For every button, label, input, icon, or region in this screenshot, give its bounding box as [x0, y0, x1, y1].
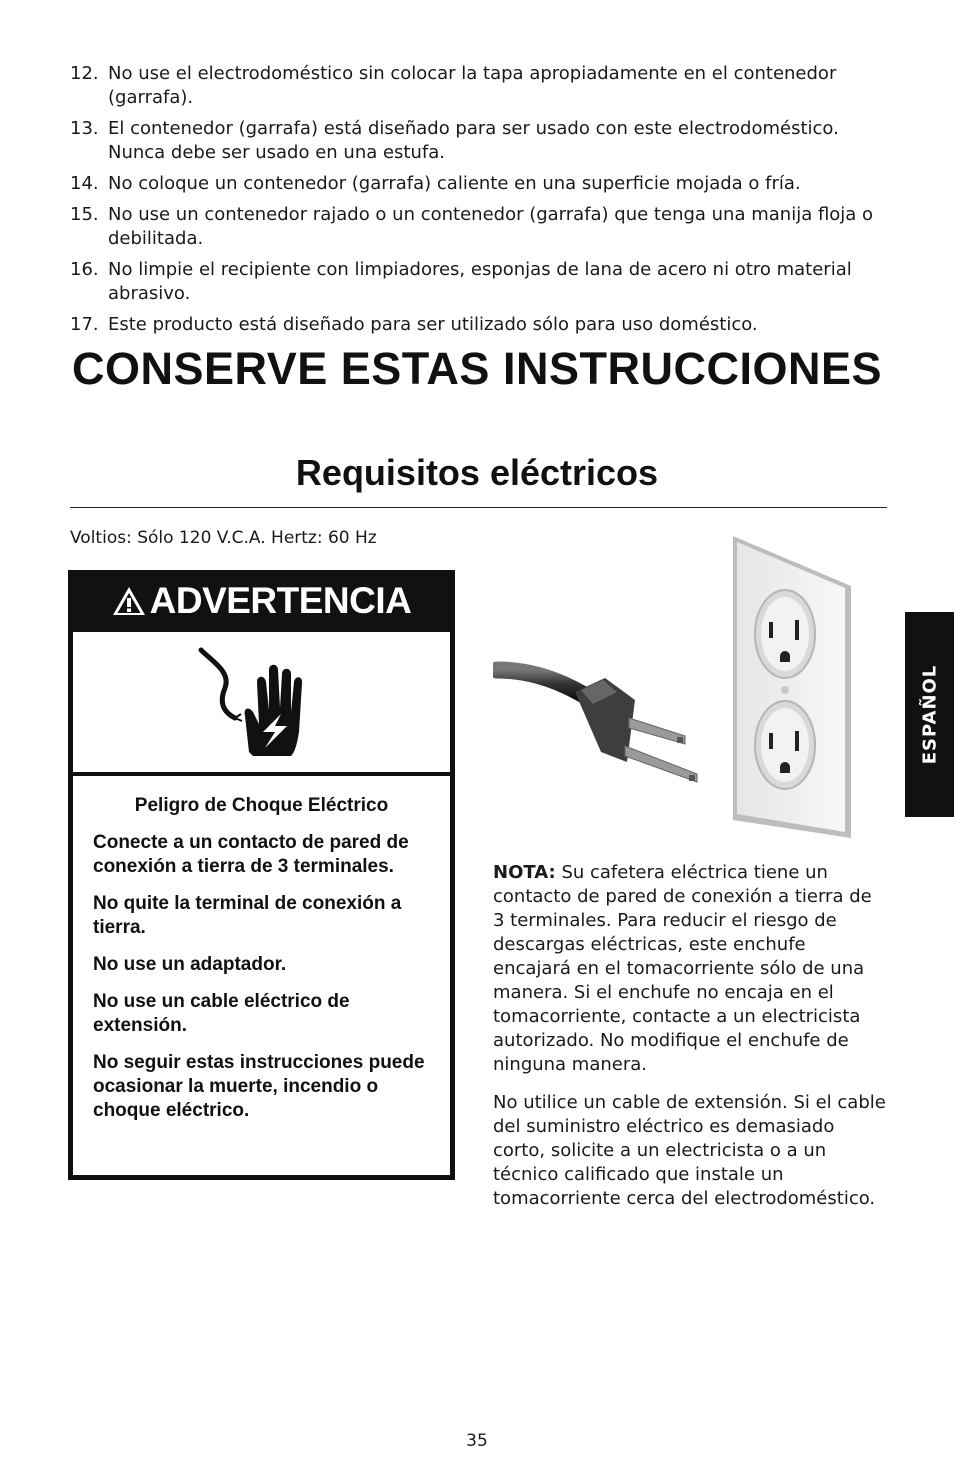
note-label: NOTA: — [493, 862, 556, 883]
warning-title: ADVERTENCIA — [149, 580, 412, 621]
warning-item: No use un adaptador. — [93, 954, 287, 975]
item-text: Este producto está diseñado para ser utilizado sólo para uso doméstico. — [108, 314, 758, 335]
electric-shock-hand-icon — [73, 632, 450, 772]
note-section — [493, 861, 888, 1225]
list-item — [70, 117, 890, 165]
page-number: 35 — [466, 1431, 488, 1451]
extension-cord-paragraph: No utilice un cable de extensión. Si el cable del suministro eléctrico es demasiado corto, solicite a un electricista o a un técnico calificado que instale un tomacorriente cerca del electrodoméstico. — [493, 1092, 886, 1209]
section-heading: Requisitos eléctricos — [295, 452, 659, 493]
plug-and-outlet-illustration — [493, 530, 863, 845]
main-heading: CONSERVE ESTAS INSTRUCCIONES — [72, 343, 882, 394]
warning-pictogram — [73, 632, 450, 772]
section-divider — [70, 507, 887, 508]
warning-text-panel — [73, 776, 450, 1175]
note-text: Su cafetera eléctrica tiene un contacto de pared de conexión a tierra de 3 terminales. Para reducir el riesgo de descargas eléctricas, este enchufe encajará en el tomacorriente sólo de una manera. Si el enchufe no encaja en el tomacorriente, contacte a un electricista autorizado. No modifique el enchufe de ninguna manera. — [493, 862, 872, 1075]
list-item — [70, 203, 890, 251]
warning-box — [68, 570, 455, 1180]
item-text: No use un contenedor rajado o un contenedor (garrafa) que tenga una manija floja o debilitada. — [108, 204, 874, 249]
warning-header — [68, 570, 455, 632]
list-item — [70, 172, 890, 196]
list-item — [70, 313, 890, 337]
list-item — [70, 62, 890, 110]
warning-item: No seguir estas instrucciones puede ocasionar la muerte, incendio o choque eléctrico. — [93, 1052, 425, 1121]
item-text: No coloque un contenedor (garrafa) caliente en una superficie mojada o fría. — [108, 173, 801, 194]
warning-item: Conecte a un contacto de pared de conexión a tierra de 3 terminales. — [93, 832, 409, 877]
list-item — [70, 258, 890, 306]
item-number: 17. — [70, 314, 99, 335]
language-tab — [905, 612, 954, 817]
warning-item: No use un cable eléctrico de extensión. — [93, 991, 350, 1036]
item-text: El contenedor (garrafa) está diseñado para ser usado con este electrodoméstico. Nunca debe ser usado en una estufa. — [108, 118, 839, 163]
warning-item: No quite la terminal de conexión a tierra. — [93, 893, 402, 938]
item-number: 15. — [70, 204, 99, 225]
voltage-spec: Voltios: Sólo 120 V.C.A. Hertz: 60 Hz — [70, 528, 377, 548]
safety-list — [70, 62, 890, 344]
item-text: No use el electrodoméstico sin colocar la tapa apropiadamente en el contenedor (garrafa). — [108, 63, 837, 108]
item-number: 12. — [70, 63, 99, 84]
item-number: 14. — [70, 173, 99, 194]
item-number: 16. — [70, 259, 99, 280]
item-text: No limpie el recipiente con limpiadores, esponjas de lana de acero ni otro material abrasivo. — [108, 259, 852, 304]
language-tab-label: ESPAÑOL — [919, 664, 941, 765]
note-paragraph — [493, 861, 888, 1077]
item-number: 13. — [70, 118, 99, 139]
hazard-title: Peligro de Choque Eléctrico — [134, 795, 389, 816]
warning-triangle-icon — [112, 585, 146, 617]
